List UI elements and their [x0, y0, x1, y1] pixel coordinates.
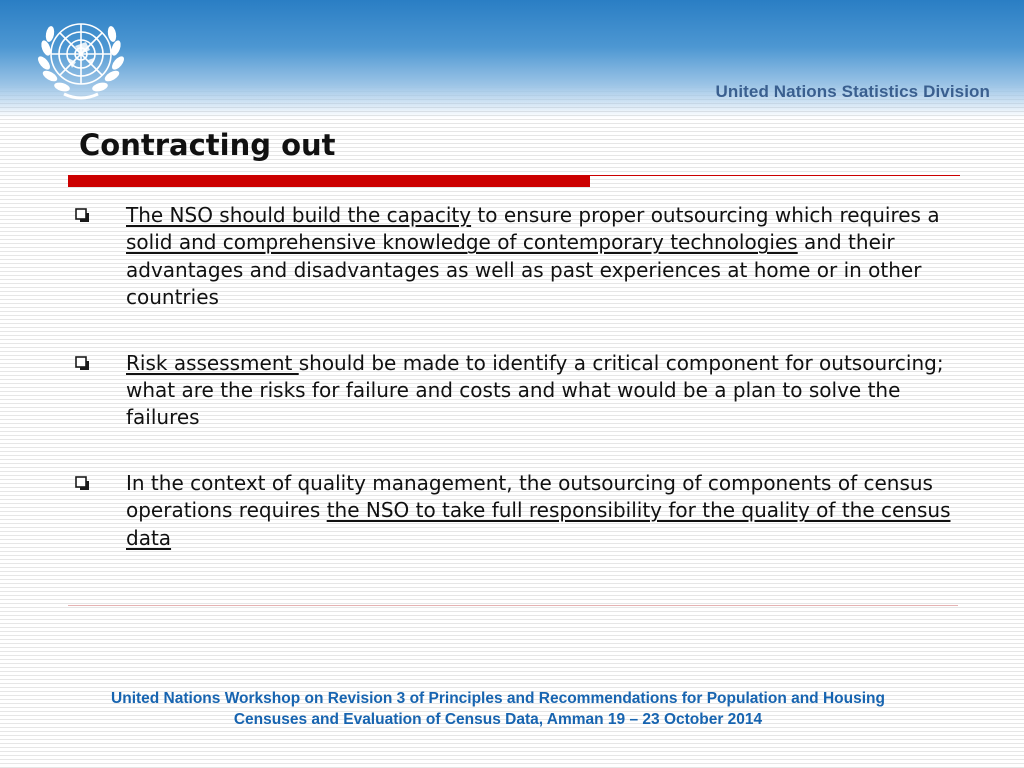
slide-title: Contracting out: [79, 128, 336, 162]
bullet-underlined-text: solid and comprehensive knowledge of contemporary technologies: [126, 230, 798, 255]
checkbox-bullet-icon: [75, 208, 89, 222]
bullet-text: [126, 202, 958, 312]
division-name: United Nations Statistics Division: [715, 82, 990, 101]
footer-line-1: United Nations Workshop on Revision 3 of Principles and Recommendations for Population and Housing: [111, 690, 885, 707]
header-banner: [0, 0, 1024, 118]
bullet-list: [68, 202, 958, 590]
footer-line-2: Censuses and Evaluation of Census Data, Amman 19 – 23 October 2014: [233, 711, 763, 728]
title-underline-bar: [68, 175, 590, 187]
footer-divider: [68, 605, 958, 606]
un-emblem-logo: [28, 8, 134, 108]
checkbox-bullet-icon: [75, 356, 89, 370]
bullet-text-segment: to ensure proper outsourcing which requires a: [471, 203, 940, 227]
bullet-text: [126, 350, 958, 432]
bullet-underlined-text: The NSO should build the capacity: [126, 203, 472, 227]
bullet-underlined-text: the NSO to take full responsibility for the quality of the census data: [126, 498, 951, 550]
bullet-text-segment: should be made to identify a critical component for outsourcing; what are the risks for failure and costs and what would be a plan to solve the failures: [126, 350, 944, 430]
bullet-item: [68, 202, 958, 312]
bullet-underlined-text: Risk assessment: [126, 350, 299, 375]
bullet-text-segment: and their advantages and disadvantages as well as past experiences at home or in other countries: [126, 230, 922, 310]
bullet-text-segment: In the context of quality management, the outsourcing of components of census operations requires: [126, 470, 933, 523]
bullet-item: [68, 470, 958, 552]
footer: [30, 688, 966, 730]
checkbox-bullet-icon: [75, 476, 89, 490]
title-underline-rule: [590, 175, 960, 176]
bullet-item: [68, 350, 958, 432]
bullet-text: [126, 470, 958, 552]
